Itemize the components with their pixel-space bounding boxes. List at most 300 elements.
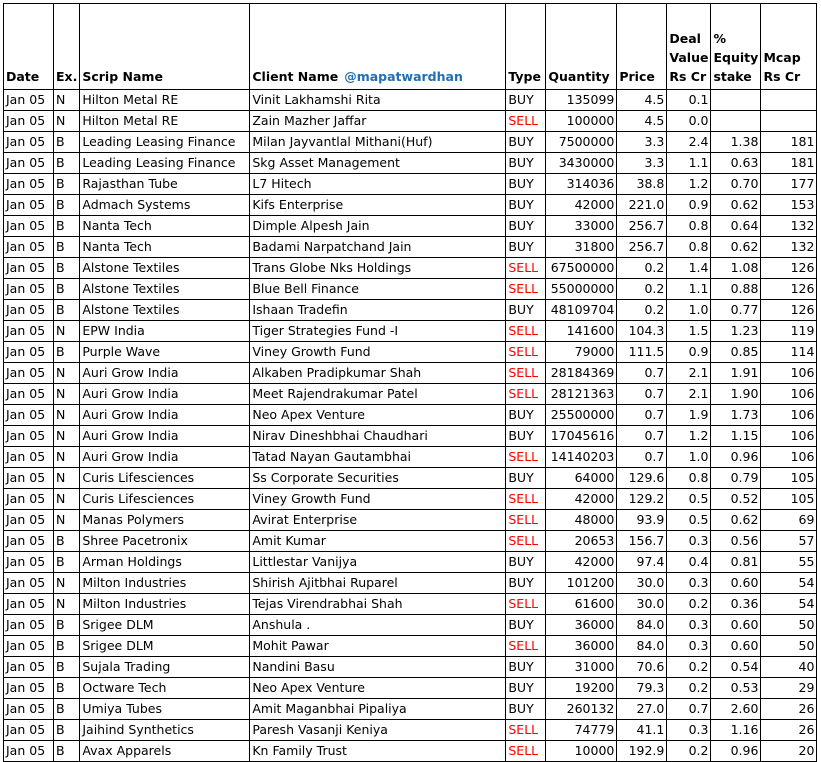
exchange-cell: B (54, 132, 80, 153)
date-cell: Jan 05 (4, 321, 54, 342)
price-cell: 93.9 (617, 510, 667, 531)
deal-value-cell: 0.1 (667, 90, 711, 111)
header-equity-stake-line: % (713, 31, 726, 46)
table-row (4, 552, 817, 573)
quantity-cell: 48109704 (546, 300, 617, 321)
scrip-name-cell: Milton Industries (80, 573, 250, 594)
equity-stake-cell: 0.64 (711, 216, 761, 237)
equity-stake-cell: 1.23 (711, 321, 761, 342)
quantity-cell: 31000 (546, 657, 617, 678)
deal-value-cell: 0.2 (667, 741, 711, 762)
scrip-name-cell: Manas Polymers (80, 510, 250, 531)
scrip-name-cell: Alstone Textiles (80, 279, 250, 300)
date-cell: Jan 05 (4, 594, 54, 615)
date-cell: Jan 05 (4, 384, 54, 405)
scrip-name-cell: Srigee DLM (80, 615, 250, 636)
equity-stake-cell: 1.08 (711, 258, 761, 279)
type-cell: BUY (506, 678, 546, 699)
scrip-name-cell: Octware Tech (80, 678, 250, 699)
mcap-cell (761, 90, 817, 111)
type-cell: SELL (506, 447, 546, 468)
price-cell: 70.6 (617, 657, 667, 678)
scrip-name-cell: Curis Lifesciences (80, 468, 250, 489)
exchange-cell: B (54, 531, 80, 552)
exchange-cell: N (54, 90, 80, 111)
type-cell: BUY (506, 174, 546, 195)
client-name-cell: Nirav Dineshbhai Chaudhari (250, 426, 506, 447)
scrip-name-cell: Admach Systems (80, 195, 250, 216)
client-name-cell: Blue Bell Finance (250, 279, 506, 300)
date-cell: Jan 05 (4, 615, 54, 636)
scrip-name-cell: Auri Grow India (80, 405, 250, 426)
equity-stake-cell: 0.62 (711, 510, 761, 531)
price-cell: 0.7 (617, 363, 667, 384)
type-cell: BUY (506, 426, 546, 447)
quantity-cell: 36000 (546, 636, 617, 657)
client-name-cell: Tejas Virendrabhai Shah (250, 594, 506, 615)
table-row (4, 321, 817, 342)
scrip-name-cell: Auri Grow India (80, 426, 250, 447)
price-cell: 129.6 (617, 468, 667, 489)
date-cell: Jan 05 (4, 468, 54, 489)
price-cell: 256.7 (617, 237, 667, 258)
table-row (4, 531, 817, 552)
table-row (4, 468, 817, 489)
deal-value-cell: 1.1 (667, 153, 711, 174)
scrip-name-cell: Rajasthan Tube (80, 174, 250, 195)
scrip-name-cell: Alstone Textiles (80, 258, 250, 279)
header-equity-stake-line: stake (713, 69, 752, 84)
price-cell: 41.1 (617, 720, 667, 741)
quantity-cell: 42000 (546, 552, 617, 573)
quantity-cell: 19200 (546, 678, 617, 699)
price-cell: 3.3 (617, 153, 667, 174)
mcap-cell: 114 (761, 342, 817, 363)
scrip-name-cell: Milton Industries (80, 594, 250, 615)
quantity-cell: 33000 (546, 216, 617, 237)
table-row (4, 594, 817, 615)
price-cell: 0.7 (617, 426, 667, 447)
exchange-cell: N (54, 489, 80, 510)
deal-value-cell: 0.9 (667, 195, 711, 216)
deal-value-cell: 0.3 (667, 636, 711, 657)
exchange-cell: B (54, 258, 80, 279)
table-row (4, 216, 817, 237)
header-type: Type (506, 4, 546, 90)
deal-value-cell: 0.8 (667, 468, 711, 489)
mcap-cell: 181 (761, 153, 817, 174)
date-cell: Jan 05 (4, 363, 54, 384)
scrip-name-cell: Leading Leasing Finance (80, 132, 250, 153)
deal-value-cell: 0.7 (667, 699, 711, 720)
equity-stake-cell: 0.70 (711, 174, 761, 195)
table-row (4, 657, 817, 678)
deal-value-cell: 0.2 (667, 657, 711, 678)
table-row (4, 300, 817, 321)
mcap-cell: 126 (761, 279, 817, 300)
type-cell: SELL (506, 384, 546, 405)
header-deal-value-line: Value (669, 50, 709, 65)
mcap-cell: 105 (761, 489, 817, 510)
table-row (4, 90, 817, 111)
exchange-cell: N (54, 510, 80, 531)
mcap-cell: 106 (761, 363, 817, 384)
deal-value-cell: 2.1 (667, 363, 711, 384)
scrip-name-cell: Auri Grow India (80, 363, 250, 384)
header-mcap (761, 4, 817, 90)
deal-value-cell: 0.4 (667, 552, 711, 573)
table-row (4, 720, 817, 741)
type-cell: SELL (506, 741, 546, 762)
deal-value-cell: 1.2 (667, 426, 711, 447)
type-cell: BUY (506, 300, 546, 321)
table-row (4, 132, 817, 153)
scrip-name-cell: Nanta Tech (80, 237, 250, 258)
date-cell: Jan 05 (4, 720, 54, 741)
type-cell: SELL (506, 720, 546, 741)
table-row (4, 447, 817, 468)
price-cell: 30.0 (617, 573, 667, 594)
price-cell: 79.3 (617, 678, 667, 699)
mcap-cell: 132 (761, 237, 817, 258)
date-cell: Jan 05 (4, 699, 54, 720)
equity-stake-cell: 0.81 (711, 552, 761, 573)
deal-value-cell: 1.9 (667, 405, 711, 426)
exchange-cell: B (54, 552, 80, 573)
table-row (4, 615, 817, 636)
client-name-cell: Avirat Enterprise (250, 510, 506, 531)
type-cell: BUY (506, 615, 546, 636)
exchange-cell: B (54, 657, 80, 678)
equity-stake-cell: 1.15 (711, 426, 761, 447)
date-cell: Jan 05 (4, 111, 54, 132)
exchange-cell: N (54, 384, 80, 405)
type-cell: SELL (506, 594, 546, 615)
price-cell: 104.3 (617, 321, 667, 342)
exchange-cell: N (54, 363, 80, 384)
equity-stake-cell: 0.52 (711, 489, 761, 510)
exchange-cell: N (54, 594, 80, 615)
quantity-cell: 79000 (546, 342, 617, 363)
client-name-cell: Anshula . (250, 615, 506, 636)
quantity-cell: 14140203 (546, 447, 617, 468)
date-cell: Jan 05 (4, 153, 54, 174)
equity-stake-cell: 0.96 (711, 741, 761, 762)
quantity-cell: 10000 (546, 741, 617, 762)
price-cell: 129.2 (617, 489, 667, 510)
header-mcap-line: Rs Cr (763, 69, 801, 84)
type-cell: SELL (506, 510, 546, 531)
mcap-cell: 106 (761, 405, 817, 426)
client-name-cell: Zain Mazher Jaffar (250, 111, 506, 132)
scrip-name-cell: Srigee DLM (80, 636, 250, 657)
mcap-cell: 126 (761, 300, 817, 321)
equity-stake-cell: 0.88 (711, 279, 761, 300)
scrip-name-cell: Nanta Tech (80, 216, 250, 237)
date-cell: Jan 05 (4, 447, 54, 468)
header-deal-value-line: Deal (669, 31, 701, 46)
type-cell: BUY (506, 468, 546, 489)
price-cell: 0.2 (617, 258, 667, 279)
header-equity-stake-line: Equity (713, 50, 759, 65)
mcap-cell: 181 (761, 132, 817, 153)
quantity-cell: 36000 (546, 615, 617, 636)
exchange-cell: N (54, 111, 80, 132)
header-quantity: Quantity (546, 4, 617, 90)
equity-stake-cell: 0.85 (711, 342, 761, 363)
date-cell: Jan 05 (4, 489, 54, 510)
table-row (4, 426, 817, 447)
type-cell: BUY (506, 699, 546, 720)
deal-value-cell: 0.2 (667, 594, 711, 615)
type-cell: BUY (506, 153, 546, 174)
scrip-name-cell: Auri Grow India (80, 447, 250, 468)
scrip-name-cell: Curis Lifesciences (80, 489, 250, 510)
table-row (4, 111, 817, 132)
quantity-cell: 42000 (546, 489, 617, 510)
date-cell: Jan 05 (4, 237, 54, 258)
deal-value-cell: 1.0 (667, 447, 711, 468)
deal-value-cell: 0.3 (667, 573, 711, 594)
quantity-cell: 61600 (546, 594, 617, 615)
date-cell: Jan 05 (4, 678, 54, 699)
exchange-cell: B (54, 174, 80, 195)
quantity-cell: 42000 (546, 195, 617, 216)
date-cell: Jan 05 (4, 552, 54, 573)
scrip-name-cell: Sujala Trading (80, 657, 250, 678)
client-name-cell: Dimple Alpesh Jain (250, 216, 506, 237)
deal-value-cell: 1.2 (667, 174, 711, 195)
client-name-cell: Neo Apex Venture (250, 405, 506, 426)
equity-stake-cell: 0.60 (711, 615, 761, 636)
client-name-cell: Amit Kumar (250, 531, 506, 552)
exchange-cell: N (54, 468, 80, 489)
equity-stake-cell: 0.96 (711, 447, 761, 468)
equity-stake-cell: 1.73 (711, 405, 761, 426)
price-cell: 0.7 (617, 405, 667, 426)
table-row (4, 510, 817, 531)
client-name-cell: Skg Asset Management (250, 153, 506, 174)
mcap-cell: 54 (761, 594, 817, 615)
header-mcap-line: Mcap (763, 50, 801, 65)
table-row (4, 153, 817, 174)
equity-stake-cell: 1.16 (711, 720, 761, 741)
equity-stake-cell: 0.36 (711, 594, 761, 615)
mcap-cell: 29 (761, 678, 817, 699)
deal-value-cell: 0.9 (667, 342, 711, 363)
exchange-cell: N (54, 447, 80, 468)
date-cell: Jan 05 (4, 741, 54, 762)
type-cell: SELL (506, 279, 546, 300)
date-cell: Jan 05 (4, 174, 54, 195)
mcap-cell: 153 (761, 195, 817, 216)
table-row (4, 741, 817, 762)
header-deal-value (667, 4, 711, 90)
equity-stake-cell: 0.77 (711, 300, 761, 321)
client-name-cell: Viney Growth Fund (250, 489, 506, 510)
price-cell: 0.2 (617, 300, 667, 321)
exchange-cell: N (54, 426, 80, 447)
date-cell: Jan 05 (4, 636, 54, 657)
price-cell: 0.7 (617, 447, 667, 468)
table-row (4, 258, 817, 279)
type-cell: SELL (506, 489, 546, 510)
exchange-cell: B (54, 636, 80, 657)
table-row (4, 195, 817, 216)
twitter-handle: @mapatwardhan (344, 69, 463, 84)
client-name-cell: Ishaan Tradefin (250, 300, 506, 321)
mcap-cell: 106 (761, 447, 817, 468)
deal-value-cell: 1.5 (667, 321, 711, 342)
equity-stake-cell: 0.60 (711, 573, 761, 594)
deal-value-cell: 0.3 (667, 615, 711, 636)
price-cell: 3.3 (617, 132, 667, 153)
deal-value-cell: 0.2 (667, 678, 711, 699)
client-name-cell: Tatad Nayan Gautambhai (250, 447, 506, 468)
type-cell: BUY (506, 195, 546, 216)
quantity-cell: 100000 (546, 111, 617, 132)
scrip-name-cell: EPW India (80, 321, 250, 342)
price-cell: 221.0 (617, 195, 667, 216)
deal-value-cell: 1.1 (667, 279, 711, 300)
mcap-cell: 50 (761, 636, 817, 657)
scrip-name-cell: Auri Grow India (80, 384, 250, 405)
table-row (4, 489, 817, 510)
exchange-cell: N (54, 321, 80, 342)
exchange-cell: B (54, 279, 80, 300)
client-name-cell: Paresh Vasanji Keniya (250, 720, 506, 741)
quantity-cell: 101200 (546, 573, 617, 594)
mcap-cell: 126 (761, 258, 817, 279)
equity-stake-cell: 0.63 (711, 153, 761, 174)
scrip-name-cell: Hilton Metal RE (80, 111, 250, 132)
scrip-name-cell: Arman Holdings (80, 552, 250, 573)
date-cell: Jan 05 (4, 300, 54, 321)
type-cell: SELL (506, 342, 546, 363)
header-client-label: Client Name (252, 69, 339, 84)
table-row (4, 279, 817, 300)
equity-stake-cell: 0.53 (711, 678, 761, 699)
exchange-cell: B (54, 342, 80, 363)
mcap-cell: 40 (761, 657, 817, 678)
deal-value-cell: 0.5 (667, 489, 711, 510)
header-row (4, 4, 817, 90)
mcap-cell: 20 (761, 741, 817, 762)
mcap-cell: 119 (761, 321, 817, 342)
exchange-cell: B (54, 153, 80, 174)
mcap-cell: 106 (761, 426, 817, 447)
exchange-cell: B (54, 720, 80, 741)
header-price: Price (617, 4, 667, 90)
exchange-cell: B (54, 699, 80, 720)
quantity-cell: 314036 (546, 174, 617, 195)
mcap-cell: 105 (761, 468, 817, 489)
client-name-cell: Viney Growth Fund (250, 342, 506, 363)
header-date: Date (4, 4, 54, 90)
type-cell: BUY (506, 132, 546, 153)
date-cell: Jan 05 (4, 426, 54, 447)
date-cell: Jan 05 (4, 216, 54, 237)
equity-stake-cell: 1.38 (711, 132, 761, 153)
header-client-name (250, 4, 506, 90)
date-cell: Jan 05 (4, 510, 54, 531)
client-name-cell: Trans Globe Nks Holdings (250, 258, 506, 279)
deal-rows (4, 90, 817, 762)
price-cell: 4.5 (617, 111, 667, 132)
client-name-cell: Meet Rajendrakumar Patel (250, 384, 506, 405)
date-cell: Jan 05 (4, 90, 54, 111)
table-row (4, 699, 817, 720)
quantity-cell: 141600 (546, 321, 617, 342)
quantity-cell: 25500000 (546, 405, 617, 426)
mcap-cell: 54 (761, 573, 817, 594)
date-cell: Jan 05 (4, 279, 54, 300)
client-name-cell: Kifs Enterprise (250, 195, 506, 216)
header-deal-value-line: Rs Cr (669, 69, 707, 84)
equity-stake-cell (711, 111, 761, 132)
price-cell: 27.0 (617, 699, 667, 720)
table-row (4, 174, 817, 195)
client-name-cell: Amit Maganbhai Pipaliya (250, 699, 506, 720)
equity-stake-cell (711, 90, 761, 111)
price-cell: 256.7 (617, 216, 667, 237)
deal-value-cell: 0.8 (667, 237, 711, 258)
type-cell: BUY (506, 405, 546, 426)
date-cell: Jan 05 (4, 195, 54, 216)
equity-stake-cell: 0.54 (711, 657, 761, 678)
type-cell: SELL (506, 111, 546, 132)
deal-value-cell: 0.3 (667, 531, 711, 552)
type-cell: BUY (506, 657, 546, 678)
bulk-deals-table (3, 3, 817, 762)
price-cell: 97.4 (617, 552, 667, 573)
equity-stake-cell: 0.62 (711, 237, 761, 258)
type-cell: SELL (506, 258, 546, 279)
price-cell: 38.8 (617, 174, 667, 195)
client-name-cell: Shirish Ajitbhai Ruparel (250, 573, 506, 594)
exchange-cell: B (54, 741, 80, 762)
header-equity-stake (711, 4, 761, 90)
mcap-cell: 132 (761, 216, 817, 237)
mcap-cell: 106 (761, 384, 817, 405)
equity-stake-cell: 2.60 (711, 699, 761, 720)
quantity-cell: 28184369 (546, 363, 617, 384)
deal-value-cell: 2.1 (667, 384, 711, 405)
scrip-name-cell: Jaihind Synthetics (80, 720, 250, 741)
price-cell: 84.0 (617, 636, 667, 657)
scrip-name-cell: Purple Wave (80, 342, 250, 363)
quantity-cell: 55000000 (546, 279, 617, 300)
date-cell: Jan 05 (4, 258, 54, 279)
scrip-name-cell: Hilton Metal RE (80, 90, 250, 111)
exchange-cell: B (54, 615, 80, 636)
equity-stake-cell: 0.62 (711, 195, 761, 216)
type-cell: SELL (506, 636, 546, 657)
client-name-cell: Littlestar Vanijya (250, 552, 506, 573)
type-cell: SELL (506, 321, 546, 342)
mcap-cell: 26 (761, 720, 817, 741)
exchange-cell: N (54, 573, 80, 594)
price-cell: 0.7 (617, 384, 667, 405)
equity-stake-cell: 1.91 (711, 363, 761, 384)
scrip-name-cell: Umiya Tubes (80, 699, 250, 720)
exchange-cell: B (54, 237, 80, 258)
equity-stake-cell: 1.90 (711, 384, 761, 405)
scrip-name-cell: Avax Apparels (80, 741, 250, 762)
mcap-cell (761, 111, 817, 132)
exchange-cell: B (54, 300, 80, 321)
exchange-cell: B (54, 195, 80, 216)
